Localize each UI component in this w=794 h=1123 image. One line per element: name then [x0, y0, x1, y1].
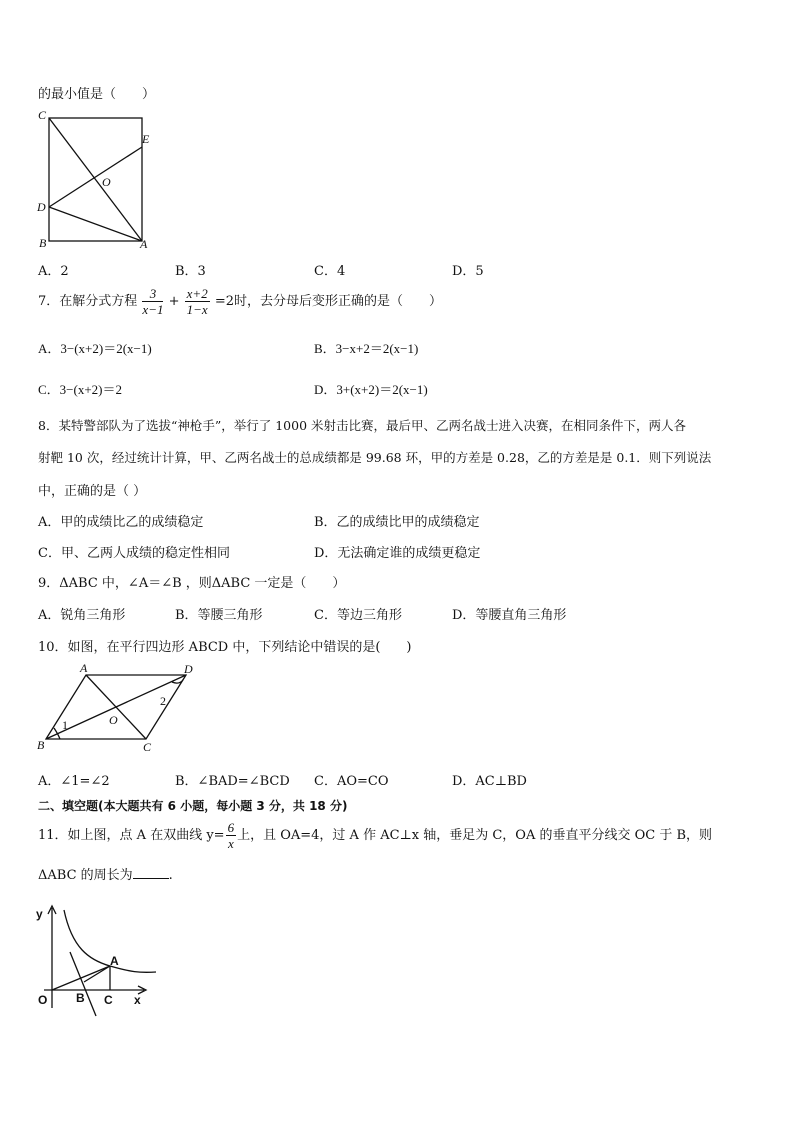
- angle-2-label: 2: [160, 694, 166, 708]
- label-y: y: [36, 907, 43, 921]
- q6-square-figure: [34, 106, 164, 251]
- q9-stem: 9．ΔABC 中，∠A＝∠B ，则ΔABC 一定是（ ）: [38, 576, 346, 591]
- q10-stem: 10．如图，在平行四边形 ABCD 中，下列结论中错误的是( ): [38, 640, 412, 655]
- q7-plus: +: [168, 294, 180, 309]
- q10-option-c[interactable]: C．AO=CO: [314, 774, 389, 789]
- q6-option-a[interactable]: A．2: [38, 264, 69, 279]
- q7-option-a[interactable]: A．3−(x+2)＝2(x−1): [38, 341, 152, 356]
- label-x: x: [134, 993, 141, 1007]
- q7-stem: [38, 286, 442, 317]
- q7-option-d[interactable]: D．3+(x+2)＝2(x−1): [314, 382, 428, 397]
- perpendicular-bisector: [70, 952, 96, 1016]
- label-O: O: [102, 175, 111, 189]
- q10-parallelogram-figure: [34, 660, 204, 755]
- label-O: O: [109, 713, 118, 727]
- label-A: A: [140, 237, 148, 251]
- q9-option-b[interactable]: B．等腰三角形: [175, 608, 263, 623]
- label-D: D: [184, 662, 193, 676]
- q7-fraction-1: $\frac{3}{x-1}$: [142, 286, 164, 317]
- q7-option-c[interactable]: C．3−(x+2)＝2: [38, 382, 122, 397]
- q11-line-2: ΔABC 的周长为 .: [38, 868, 173, 883]
- q7-fraction-2: $\frac{x+2}{1-x}$: [186, 286, 208, 317]
- q10-option-d[interactable]: D．AC⊥BD: [452, 774, 527, 789]
- q11-prefix: 11．如上图，点 A 在双曲线 y=: [38, 828, 225, 843]
- q11-answer-blank[interactable]: [133, 866, 169, 879]
- q8-line-2: 射靶 10 次，经过统计计算，甲、乙两名战士的总成绩都是 99.68 环，甲的方差是 0.28，乙的方差是是 0.1．则下列说法: [38, 450, 712, 465]
- label-B: B: [37, 738, 45, 752]
- label-C: C: [104, 993, 113, 1007]
- q11-suffix: 上，且 OA=4，过 A 作 AC⊥x 轴，垂足为 C，OA 的垂直平分线交 OC 于 B，则: [237, 828, 713, 843]
- q10-option-b[interactable]: B．∠BAD=∠BCD: [175, 774, 290, 789]
- label-B: B: [39, 236, 47, 250]
- q8-line-1: 8．某特警部队为了选拔“神枪手”，举行了 1000 米射击比赛，最后甲、乙两名战士进入决赛，在相同条件下，两人各: [38, 418, 686, 433]
- q11-hyperbola-figure: [34, 898, 164, 1023]
- q9-option-a[interactable]: A．锐角三角形: [38, 608, 126, 623]
- label-A: A: [110, 954, 119, 968]
- label-A: A: [80, 661, 88, 675]
- q11-line2-prefix: ΔABC 的周长为: [38, 868, 133, 883]
- q10-option-a[interactable]: A．∠1=∠2: [38, 774, 110, 789]
- q11-fraction: $\frac{6}{x}$: [227, 820, 235, 851]
- q6-option-d[interactable]: D．5: [452, 264, 484, 279]
- q9-option-c[interactable]: C．等边三角形: [314, 608, 402, 623]
- q8-option-b[interactable]: B．乙的成绩比甲的成绩稳定: [314, 515, 480, 530]
- label-D: D: [37, 200, 46, 214]
- angle-1-label: 1: [62, 718, 68, 732]
- q8-line-3: 中，正确的是（ ）: [38, 484, 147, 499]
- section-2-heading: 二、填空题(本大题共有 6 小题，每小题 3 分，共 18 分): [38, 799, 348, 813]
- label-O: O: [38, 993, 48, 1007]
- label-C: C: [143, 740, 152, 754]
- q6-option-c[interactable]: C．4: [314, 264, 346, 279]
- q6-option-b[interactable]: B．3: [175, 264, 206, 279]
- q6-stem-tail: 的最小值是（ ）: [38, 87, 156, 102]
- q8-option-a[interactable]: A．甲的成绩比乙的成绩稳定: [38, 515, 204, 530]
- q9-option-d[interactable]: D．等腰直角三角形: [452, 608, 567, 623]
- label-E: E: [142, 132, 150, 146]
- q7-prefix: 7．在解分式方程: [38, 294, 138, 309]
- label-C: C: [38, 108, 47, 122]
- q7-option-b[interactable]: B．3−x+2＝2(x−1): [314, 341, 419, 356]
- label-B: B: [76, 991, 85, 1005]
- q8-option-d[interactable]: D．无法确定谁的成绩更稳定: [314, 546, 481, 561]
- q8-option-c[interactable]: C．甲、乙两人成绩的稳定性相同: [38, 546, 230, 561]
- q11-stem: [38, 820, 712, 851]
- q7-suffix: =2时，去分母后变形正确的是（ ）: [214, 294, 443, 309]
